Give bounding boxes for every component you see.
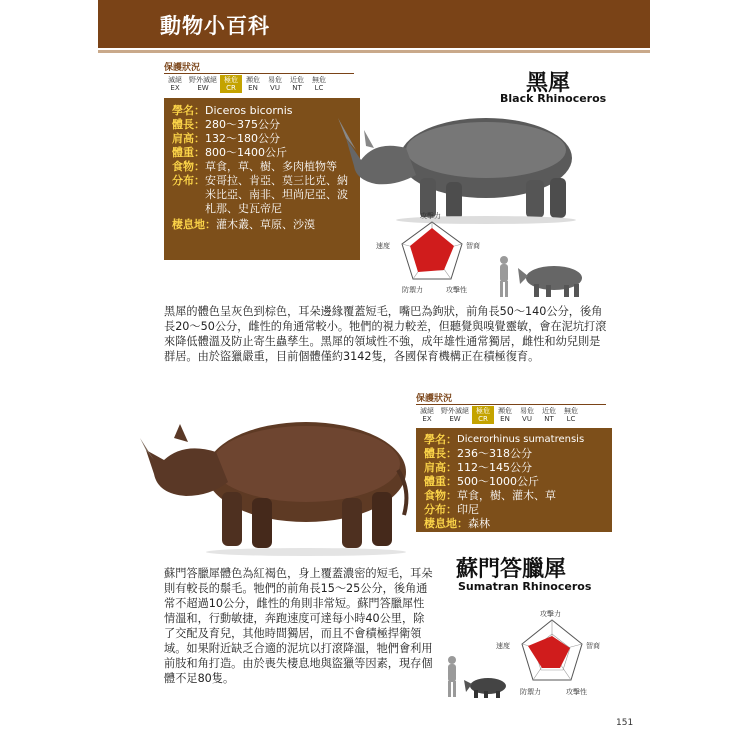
status-vu: 易危 VU [268, 76, 282, 92]
radar-label-iq: 智商 [466, 242, 480, 250]
sumatran-info-box [416, 428, 612, 532]
sumatran-title-en: Sumatran Rhinoceros [458, 580, 592, 593]
sumatran-rhino-illustration [136, 400, 411, 560]
sumatran-title-zh: 蘇門答臘犀 [456, 557, 567, 582]
fact-row: 體長： 236～318公分 [424, 447, 532, 460]
fact-row: 食物： 草食，草、樹、多肉植物等 [172, 160, 337, 173]
radar-label-speed: 速度 [376, 242, 390, 250]
fact-row: 體長： 280～375公分 [172, 118, 280, 131]
fact-row: 肩高： 112～145公分 [424, 461, 532, 474]
black-info-box [164, 98, 360, 260]
radar-label-aggression: 攻擊性 [446, 286, 467, 294]
status-row [164, 75, 354, 93]
fact-row: 肩高： 132～180公分 [172, 132, 280, 145]
sumatran-description: 蘇門答臘犀體色為紅褐色，身上覆蓋濃密的短毛，耳朵則有較長的鬃毛。牠們的前角長15～25公分，後角通常不超過10公分，雌性的角則非常短。蘇門答臘犀性情溫和，行動敏捷，奔跑速度可達每小時40公里，除了交配及育兒，其他時間獨居，而且不會積極捍衛領域。如果附近缺乏合適的泥坑以打滾降溫，牠們會利用前肢和角打造。由於喪失棲息地與盜獵等因素，現存個體不足80隻。 [164, 567, 433, 685]
fact-row: 體重： 800～1400公斤 [172, 146, 287, 159]
status-nt: 近危 NT [542, 407, 556, 423]
status-ew: 野外滅絕 EW [441, 407, 469, 423]
sumatran-status-scale [416, 391, 606, 424]
page-number: 151 [616, 718, 634, 728]
status-rule [164, 73, 354, 74]
status-row [416, 406, 606, 424]
fact-row: 學名： Diceros bicornis [172, 104, 293, 117]
status-cr: 極危 CR [220, 75, 242, 93]
fact-row: 食物： 草食，樹、灌木、草 [424, 489, 556, 502]
header-divider [98, 50, 650, 53]
page-title: 動物小百科 [160, 14, 270, 38]
radar-label-aggression: 攻擊性 [566, 688, 587, 696]
status-vu: 易危 VU [520, 407, 534, 423]
black-radar-chart [370, 206, 500, 306]
radar-label-defense: 防禦力 [520, 688, 541, 696]
status-cr: 極危 CR [472, 406, 494, 424]
black-description: 黑犀的體色呈灰色到棕色，耳朵邊緣覆蓋短毛，嘴巴為鉤狀，前角長50～140公分，後角長20～50公分，雌性的角通常較小。牠們的視力較差，但聽覺與嗅覺靈敏，會在泥坑打滾來降低體溫及防止寄生蟲孳生。黑犀的領域性不強，成年雄性通常獨居，雌性和幼兒則是群居。由於盜獵嚴重，目前個體僅約3142隻，各國保育機構正在積極復育。 [164, 305, 607, 363]
status-lc: 無危 LC [564, 407, 578, 423]
fact-row: 分布： 安哥拉、肯亞、莫三比克、納米比亞、南非、坦尚尼亞、波札那、史瓦帝尼 [172, 174, 348, 215]
fact-row: 棲息地： 灌木叢、草原、沙漠 [172, 218, 315, 231]
status-en: 瀕危 EN [246, 76, 260, 92]
radar-label-attack: 攻擊力 [420, 212, 441, 220]
status-nt: 近危 NT [290, 76, 304, 92]
radar-label-iq: 智商 [586, 642, 600, 650]
status-en: 瀕危 EN [498, 407, 512, 423]
fact-row: 分布： 印尼 [424, 503, 479, 516]
page [98, 0, 650, 750]
status-lc: 無危 LC [312, 76, 326, 92]
radar-label-attack: 攻擊力 [540, 610, 561, 618]
fact-row: 體重： 500～1000公斤 [424, 475, 539, 488]
status-ex: 滅絕 EX [168, 76, 182, 92]
status-ew: 野外滅絕 EW [189, 76, 217, 92]
black-status-scale [164, 60, 354, 93]
fact-row: 棲息地： 森林 [424, 517, 490, 530]
status-ex: 滅絕 EX [420, 407, 434, 423]
fact-row: 學名： Dicerorhinus sumatrensis [424, 433, 585, 446]
black-size-comparison [494, 254, 594, 302]
radar-label-speed: 速度 [496, 642, 510, 650]
header-banner [98, 0, 650, 48]
status-label: 保護狀況 [416, 394, 453, 404]
status-label: 保護狀況 [164, 63, 201, 73]
black-title-en: Black Rhinoceros [500, 92, 607, 105]
sumatran-size-comparison [442, 654, 512, 702]
status-rule [416, 404, 606, 405]
black-title-zh: 黑犀 [526, 71, 571, 96]
radar-label-defense: 防禦力 [402, 286, 423, 294]
